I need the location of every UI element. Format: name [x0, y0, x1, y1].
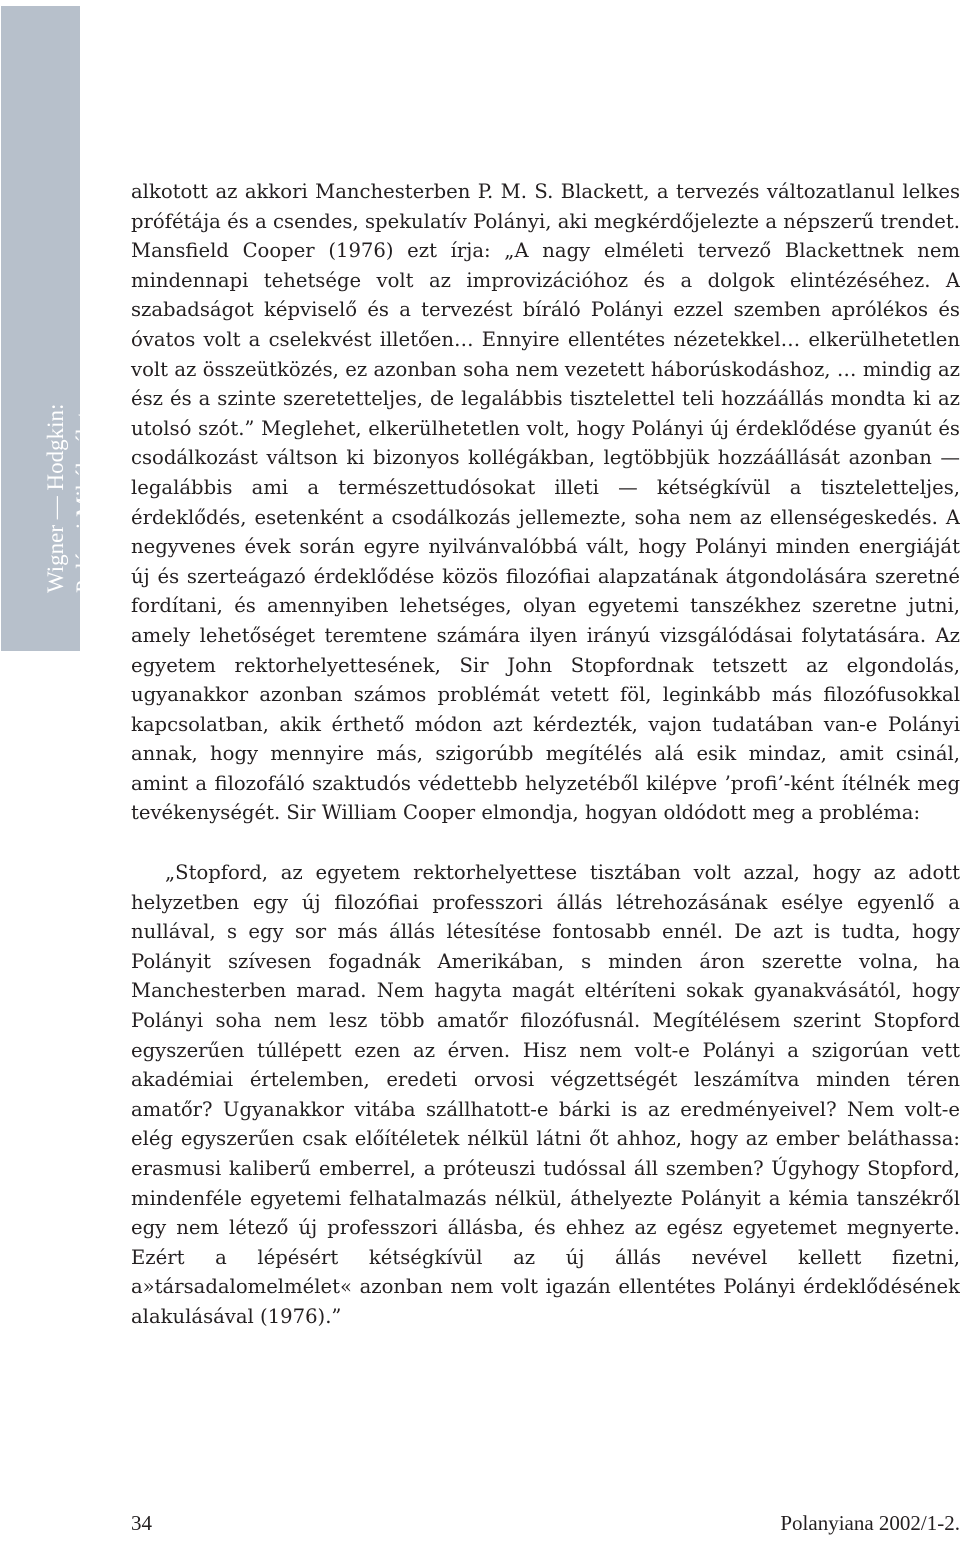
body-text	[131, 177, 960, 1332]
paragraph-quote: „Stopford, az egyetem rektorhelyettese tisztában volt azzal, hogy az adott helyzetben egy új filozófiai professzori állás létrehozásának esélye egyenlő a nullával, s egy sor más állás létesítése fontosabb ennél. De azt is tudta, hogy Polányit szívesen fogadnák Amerikában, s minden áron szerette volna, ha Manchesterben marad. Nem hagyta magát eltéríteni sokak gyanakvásától, hogy Polányi soha nem lesz több amatőr filozófusnál. Megítélésem szerint Stopford egyszerűen túllépett ezen az érven. Hisz nem volt-e Polányi a szigorúan vett akadémiai értelemben, eredeti orvosi végzettségét leszámítva minden téren amatőr? Ugyanakkor vitába szállhatott-e bárki is az eredményeivel? Nem volt-e elég egyszerűen csak előítéletek nélkül látni őt ahhoz, hogy az ember beláthassa: erasmusi kaliberű emberrel, a próteuszi tudóssal áll szemben? Úgyhogy Stopford, mindenféle egyetemi felhatalmazás nélkül, áthelyezte Polányit a kémia tanszékről egy nem létező új professzori állásba, és ehhez az egész egyetemet megnyerte. Ezért a lépésért kétségkívül az új állás nevével kellett fizetni, a»társadalomelmélet« azonban nem volt igazán ellentétes Polányi érdeklődésének alakulásával (1976).”	[131, 861, 960, 1328]
running-header-line-2: Polányi Mihály élete	[72, 401, 97, 593]
running-header-line-1: Wigner — Hodgkin:	[43, 403, 68, 593]
journal-reference: Polanyiana 2002/1-2.	[780, 1511, 960, 1535]
running-header-tab	[1, 6, 97, 651]
page-number: 34	[131, 1511, 152, 1535]
paragraph-main: alkotott az akkori Manchesterben P. M. S. Blackett, a tervezés változatlanul lelkes prófétája és a csendes, spekulatív Polányi, aki megkérdőjelezte a népszerű trendet. Mansfield Cooper (1976) ezt írja: „A nagy elméleti tervező Blackettnek nem mindennapi tehetsége volt az improvizációhoz és a dolgok elintézéséhez. A szabadságot képviselő és a tervezést bíráló Polányi ezzel szemben aprólékos és óvatos volt a cselekvést illetően… Ennyire ellentétes nézetekkel… elkerülhetetlen volt az összeütközés, ez azonban soha nem vezetett háborúskodáshoz, … mindig az ész és a szinte szeretetteljes, de legalábbis tisztelettel teli hozzáállás mondta ki az utolsó szót.” Meglehet, elkerülhetetlen volt, hogy Polányi új érdeklődése gyanút és csodálkozást váltson ki bizonyos kollégákban, legtöbbjük hozzáállását azonban — legalábbis ami a természettudósokat illeti — kétségkívül a tiszteletteljes, érdeklődés, esetenként a csodálkozás jellemezte, soha nem az ellenségeskedés. A negyvenes évek során egyre nyilvánvalóbbá vált, hogy Polányi minden energiáját új és szerteágazó érdeklődése közös filozófiai alapzatának átgondolására szeretné fordítani, és amennyiben lehetséges, olyan egyetemi tanszékhez szeretne jutni, amely lehetőséget teremtene számára ilyen irányú vizsgálódásai folytatására. Az egyetem rektorhelyettesének, Sir John Stopfordnak tetszett az elgondolás, ugyanakkor azonban számos problémát vetett föl, leginkább más filozófusokkal kapcsolatban, akik érthető módon azt kérdezték, vajon tudatában van-e Polányi annak, hogy mennyire más, szigorúbb megítélés alá esik mindaz, amit csinál, amint a filozofáló szaktudós védettebb helyzetéből kilépve ’profi’-ként ítélnék meg tevékenységét. Sir William Cooper elmondja, hogyan oldódott meg a probléma:	[131, 180, 960, 825]
running-header-text	[41, 0, 99, 593]
